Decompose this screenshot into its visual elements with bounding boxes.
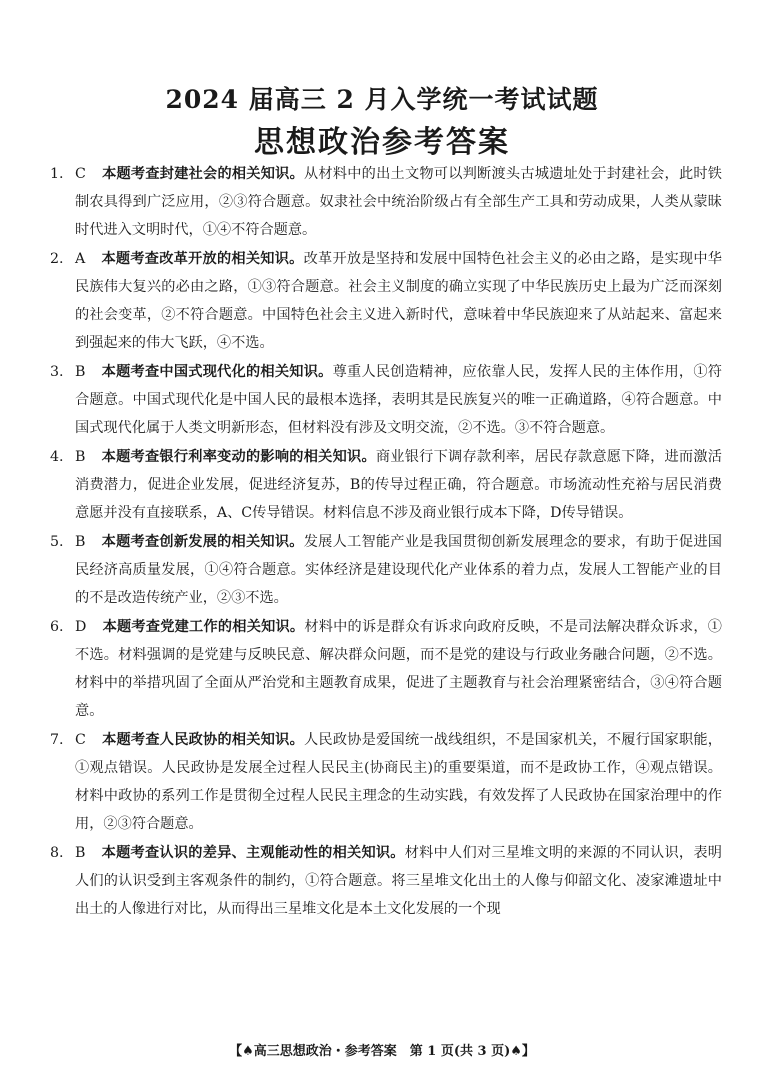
answer-topic: 本题考查中国式现代化的相关知识。 — [101, 364, 333, 380]
answer-letter: C — [75, 166, 86, 182]
question-number: 7. — [50, 732, 64, 748]
question-number: 3. — [50, 364, 64, 380]
answer-item — [50, 726, 722, 838]
answer-item — [50, 613, 722, 725]
answer-list — [50, 160, 722, 924]
question-number: 4. — [50, 449, 64, 465]
answer-letter: B — [75, 845, 86, 861]
answer-item — [50, 358, 722, 442]
answer-item — [50, 245, 722, 357]
page-title: 2024 届高三 2 月入学统一考试试题 — [165, 85, 599, 114]
answer-explanation: 材料中人们对三星堆文明的来源的不同认识，表明人们的认识受到主客观条件的制约，①符合题意。将三星堆文化出土的人像与仰韶文化、凌家滩遗址中出土的人像进行对比，从而得出三星堆文化是本土文化发展的一个现 — [75, 845, 722, 917]
answer-explanation: 商业银行下调存款利率，居民存款意愿下降，进而激活消费潜力，促进企业发展，促进经济复苏，B的传导过程正确，符合题意。市场流动性充裕与居民消费意愿并没有直接联系，A、C传导错误。材料信息不涉及商业银行成本下降，D传导错误。 — [75, 449, 722, 521]
answer-letter: B — [75, 449, 86, 465]
footer-right-bracket: 】 — [521, 1044, 535, 1059]
answer-topic: 本题考查党建工作的相关知识。 — [102, 619, 305, 635]
answer-topic: 本题考查改革开放的相关知识。 — [101, 251, 304, 267]
page-footer — [0, 1040, 764, 1059]
page-subtitle: 思想政治参考答案 — [254, 125, 510, 160]
answer-explanation: 改革开放是坚持和发展中国特色社会主义的必由之路，是实现中华民族伟大复兴的必由之路，①③符合题意。社会主义制度的确立实现了中华民族历史上最为广泛而深刻的社会变革，②不符合题意。中国特色社会主义进入新时代，意味着中华民族迎来了从站起来、富起来到强起来的伟大飞跃，④不选。 — [75, 251, 722, 351]
answer-topic: 本题考查银行利率变动的影响的相关知识。 — [101, 449, 376, 465]
answer-letter: B — [75, 364, 86, 380]
question-number: 1. — [50, 166, 64, 182]
spade-icon: ♠ — [510, 1044, 522, 1059]
answer-topic: 本题考查认识的差异、主观能动性的相关知识。 — [101, 845, 405, 861]
footer-left-bracket: 【 — [229, 1044, 243, 1059]
answer-topic: 本题考查封建社会的相关知识。 — [101, 166, 304, 182]
answer-item — [50, 839, 722, 923]
question-number: 8. — [50, 845, 64, 861]
answer-explanation: 人民政协是爱国统一战线组织，不是国家机关，不履行国家职能，①观点错误。人民政协是发展全过程人民民主(协商民主)的重要渠道，而不是政协工作，④观点错误。材料中政协的系列工作是贯彻全过程人民民主理念的生动实践，有效发挥了人民政协在国家治理中的作用，②③符合题意。 — [75, 732, 722, 832]
answer-letter: C — [75, 732, 86, 748]
answer-item — [50, 443, 722, 527]
answer-explanation: 发展人工智能产业是我国贯彻创新发展理念的要求，有助于促进国民经济高质量发展，①④符合题意。实体经济是建设现代化产业体系的着力点，发展人工智能产业的目的不是改造传统产业，②③不选。 — [75, 534, 722, 606]
answer-letter: D — [75, 619, 87, 635]
answer-letter: B — [75, 534, 86, 550]
answer-explanation: 尊重人民创造精神，应依靠人民，发挥人民的主体作用，①符合题意。中国式现代化是中国人民的最根本选择，表明其是民族复兴的唯一正确道路，④符合题意。中国式现代化属于人类文明新形态，但材料没有涉及文明交流，②不选。③不符合题意。 — [75, 364, 722, 436]
question-number: 5. — [50, 534, 64, 550]
answer-explanation: 材料中的诉是群众有诉求向政府反映，不是司法解决群众诉求，①不选。材料强调的是党建与反映民意、解决群众问题，而不是党的建设与行政业务融合问题，②不选。材料中的举措巩固了全面从严治党和主题教育成果，促进了主题教育与社会治理紧密结合，③④符合题意。 — [75, 619, 722, 719]
answer-letter: A — [75, 251, 86, 267]
answer-topic: 本题考查创新发展的相关知识。 — [101, 534, 304, 550]
answer-item — [50, 160, 722, 244]
footer-text: 高三思想政治・参考答案 第 1 页(共 3 页) — [253, 1044, 511, 1059]
answer-item — [50, 528, 722, 612]
answer-topic: 本题考查人民政协的相关知识。 — [101, 732, 304, 748]
answer-explanation: 从材料中的出土文物可以判断渡头古城遗址处于封建社会，此时铁制农具得到广泛应用，②③符合题意。奴隶社会中统治阶级占有全部生产工具和劳动成果，人类从蒙昧时代进入文明时代，①④不符合题意。 — [75, 166, 722, 238]
spade-icon: ♠ — [242, 1044, 254, 1059]
question-number: 6. — [50, 619, 64, 635]
question-number: 2. — [50, 251, 64, 267]
